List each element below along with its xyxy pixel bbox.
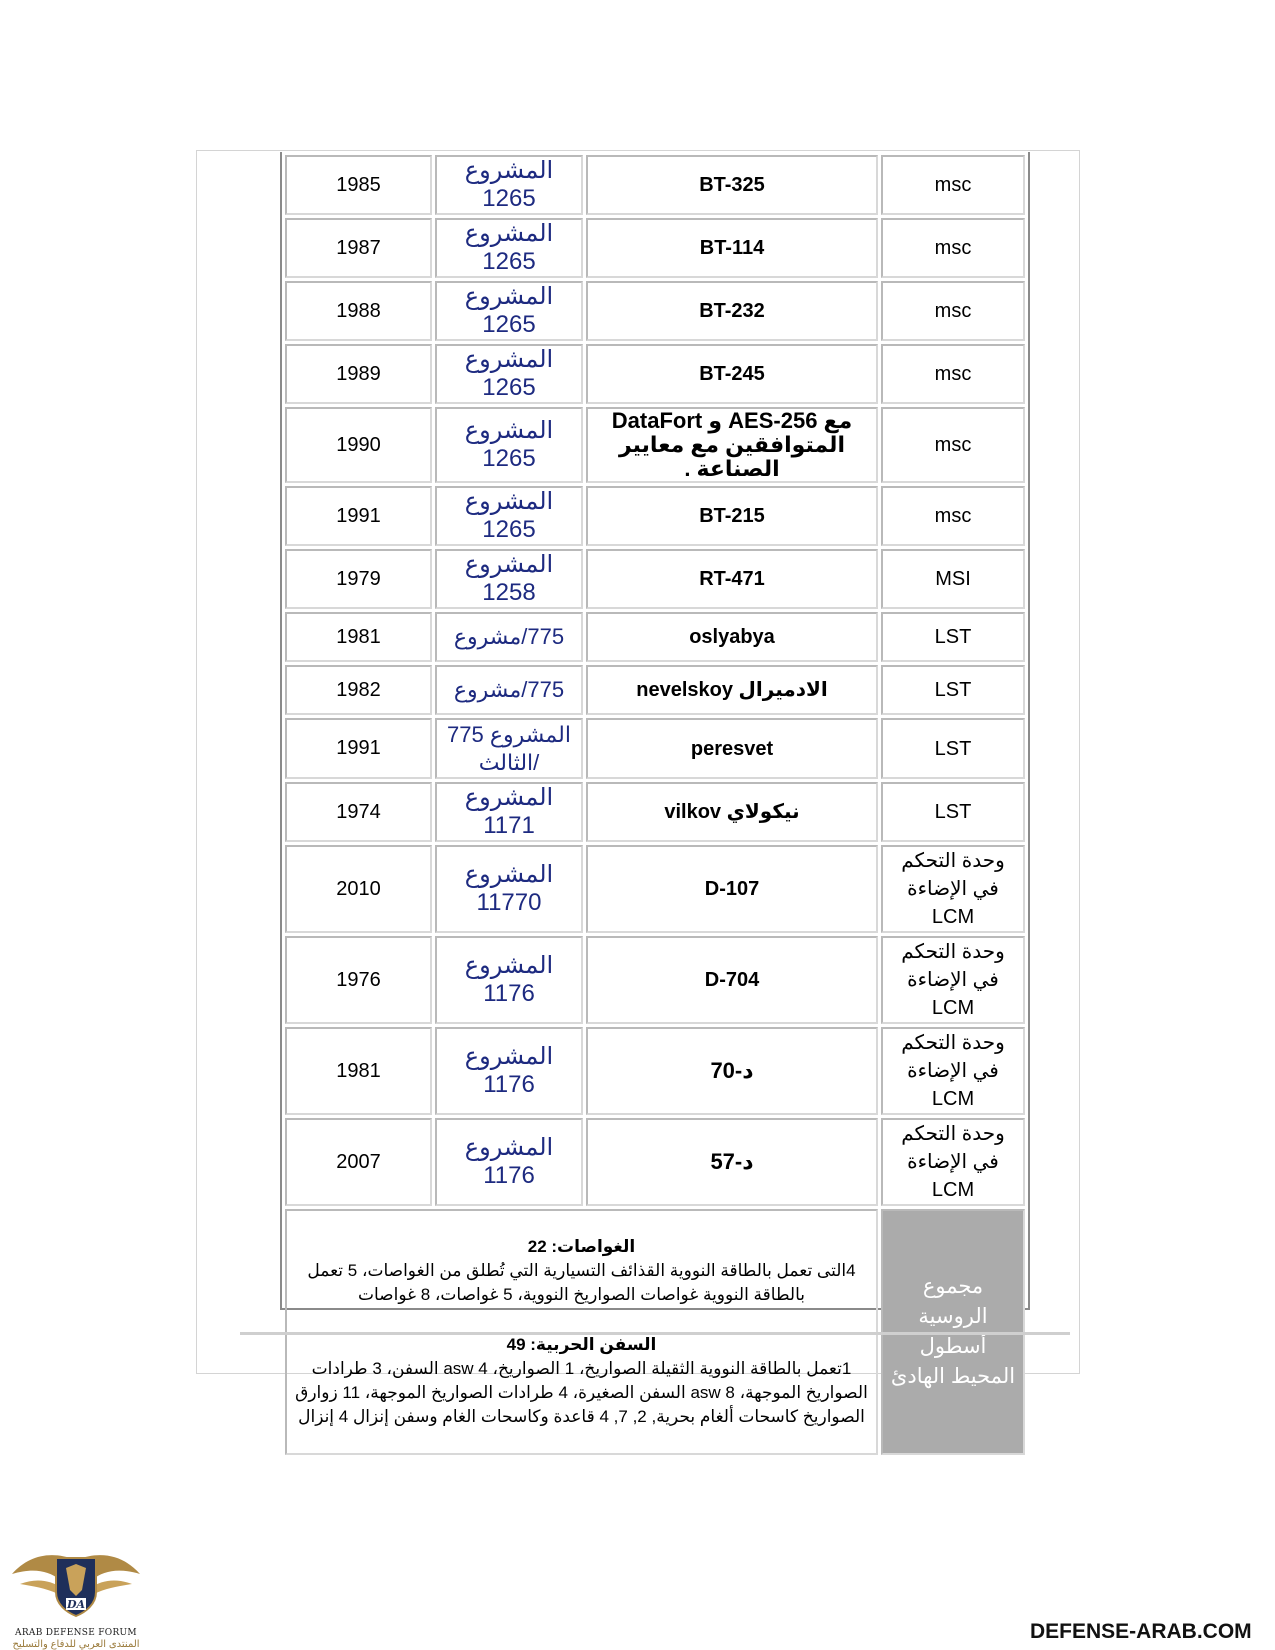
table-row	[285, 612, 1025, 662]
cell-year: 1976	[285, 936, 432, 1024]
table-row	[285, 155, 1025, 215]
cell-year: 1991	[285, 718, 432, 779]
cell-project: المشروع 1176	[435, 1027, 583, 1115]
warships-text: 1تعمل بالطاقة النووية الثقيلة الصواريخ، 1 الصواريخ، asw 4 السفن، 3 طرادات الصواريخ الموجهة، asw 8 السفن الصغيرة، 4 طرادات الصواريخ الموجهة، 11 زوارق الصواريخ كاسحات ألغام بحرية, 2, 7, 4 قاعدة وكاسحات الغام وسفن إنزال 4 إنزال	[295, 1359, 868, 1426]
cell-name: oslyabya	[586, 612, 878, 662]
table-row	[285, 718, 1025, 779]
table-row	[285, 281, 1025, 341]
cell-year: 1988	[285, 281, 432, 341]
table-row	[285, 845, 1025, 933]
cell-type: LST	[881, 665, 1025, 715]
site-url: DEFENSE-ARAB.COM	[1030, 1620, 1252, 1643]
cell-year: 1987	[285, 218, 432, 278]
svg-text:DA: DA	[66, 1598, 86, 1611]
cell-type: LST	[881, 718, 1025, 779]
cell-name: BT-215	[586, 486, 878, 546]
warships-title: السفن الحربية: 49	[506, 1335, 657, 1354]
cell-year: 1981	[285, 1027, 432, 1115]
cell-project: المشروع 1265	[435, 407, 583, 483]
cell-year: 1979	[285, 549, 432, 609]
summary-label: مجموع الروسية أسطول المحيط الهادئ	[881, 1209, 1025, 1455]
table-row	[285, 218, 1025, 278]
table-row	[285, 665, 1025, 715]
cell-year: 1991	[285, 486, 432, 546]
logo-text-ar: المنتدى العربي للدفاع والتسليح	[12, 1639, 140, 1650]
cell-year: 1981	[285, 612, 432, 662]
cell-year: 2010	[285, 845, 432, 933]
submarines-text: 4التى تعمل بالطاقة النووية القذائف التسيارية التي تُطلق من الغواصات، 5 تعمل بالطاقة النووية غواصات الصواريخ النووية، 5 غواصات، 8 غواصات	[307, 1261, 856, 1304]
cell-type: LST	[881, 612, 1025, 662]
cell-year: 1989	[285, 344, 432, 404]
cell-name: RT-471	[586, 549, 878, 609]
eagle-shield-icon	[10, 1540, 142, 1628]
cell-name: D-704	[586, 936, 878, 1024]
cell-type: msc	[881, 407, 1025, 483]
cell-year: 2007	[285, 1118, 432, 1206]
cell-type: msc	[881, 281, 1025, 341]
cell-project: المشروع 11770	[435, 845, 583, 933]
table-row	[285, 549, 1025, 609]
cell-project: المشروع 1265	[435, 344, 583, 404]
submarines-title: الغواصات: 22	[527, 1237, 636, 1256]
cell-type: MSI	[881, 549, 1025, 609]
cell-name: D-107	[586, 845, 878, 933]
cell-project: المشروع 1171	[435, 782, 583, 842]
table-row	[285, 936, 1025, 1024]
fleet-table	[282, 152, 1028, 1458]
cell-name: BT-232	[586, 281, 878, 341]
cell-year: 1990	[285, 407, 432, 483]
cell-type: وحدة التحكم في الإضاءة LCM	[881, 936, 1025, 1024]
table-row	[285, 407, 1025, 483]
cell-name: مع AES-256 و DataFort المتوافقين مع معايير الصناعة .	[586, 407, 878, 483]
table-row	[285, 1118, 1025, 1206]
cell-type: msc	[881, 218, 1025, 278]
cell-type: msc	[881, 486, 1025, 546]
cell-type: msc	[881, 155, 1025, 215]
cell-project: 775/مشروع	[435, 665, 583, 715]
cell-type: LST	[881, 782, 1025, 842]
logo-text-en: ARAB DEFENSE FORUM	[15, 1628, 137, 1638]
cell-name: د-70	[586, 1027, 878, 1115]
table-row	[285, 486, 1025, 546]
table-row	[285, 1027, 1025, 1115]
cell-name: د-57	[586, 1118, 878, 1206]
arab-defense-forum-logo	[10, 1540, 142, 1650]
cell-year: 1974	[285, 782, 432, 842]
cell-name: الادميرال nevelskoy	[586, 665, 878, 715]
cell-project: المشروع 1258	[435, 549, 583, 609]
cell-type: وحدة التحكم في الإضاءة LCM	[881, 1118, 1025, 1206]
table-row	[285, 344, 1025, 404]
cell-name: BT-114	[586, 218, 878, 278]
cell-type: msc	[881, 344, 1025, 404]
cell-project: المشروع 1265	[435, 486, 583, 546]
cell-project: 775/مشروع	[435, 612, 583, 662]
cell-name: peresvet	[586, 718, 878, 779]
cell-name: نيكولاي vilkov	[586, 782, 878, 842]
cell-project: المشروع 1176	[435, 936, 583, 1024]
cell-project: المشروع 1265	[435, 155, 583, 215]
cell-type: وحدة التحكم في الإضاءة LCM	[881, 845, 1025, 933]
cell-project: المشروع 1265	[435, 281, 583, 341]
cell-name: BT-245	[586, 344, 878, 404]
cell-project: المشروع 775 /الثالث	[435, 718, 583, 779]
cell-name: BT-325	[586, 155, 878, 215]
fleet-table-container	[280, 152, 1030, 1426]
cell-project: المشروع 1265	[435, 218, 583, 278]
cell-year: 1985	[285, 155, 432, 215]
cell-project: المشروع 1176	[435, 1118, 583, 1206]
horizontal-rule	[240, 1332, 1070, 1335]
cell-year: 1982	[285, 665, 432, 715]
table-row	[285, 782, 1025, 842]
cell-type: وحدة التحكم في الإضاءة LCM	[881, 1027, 1025, 1115]
